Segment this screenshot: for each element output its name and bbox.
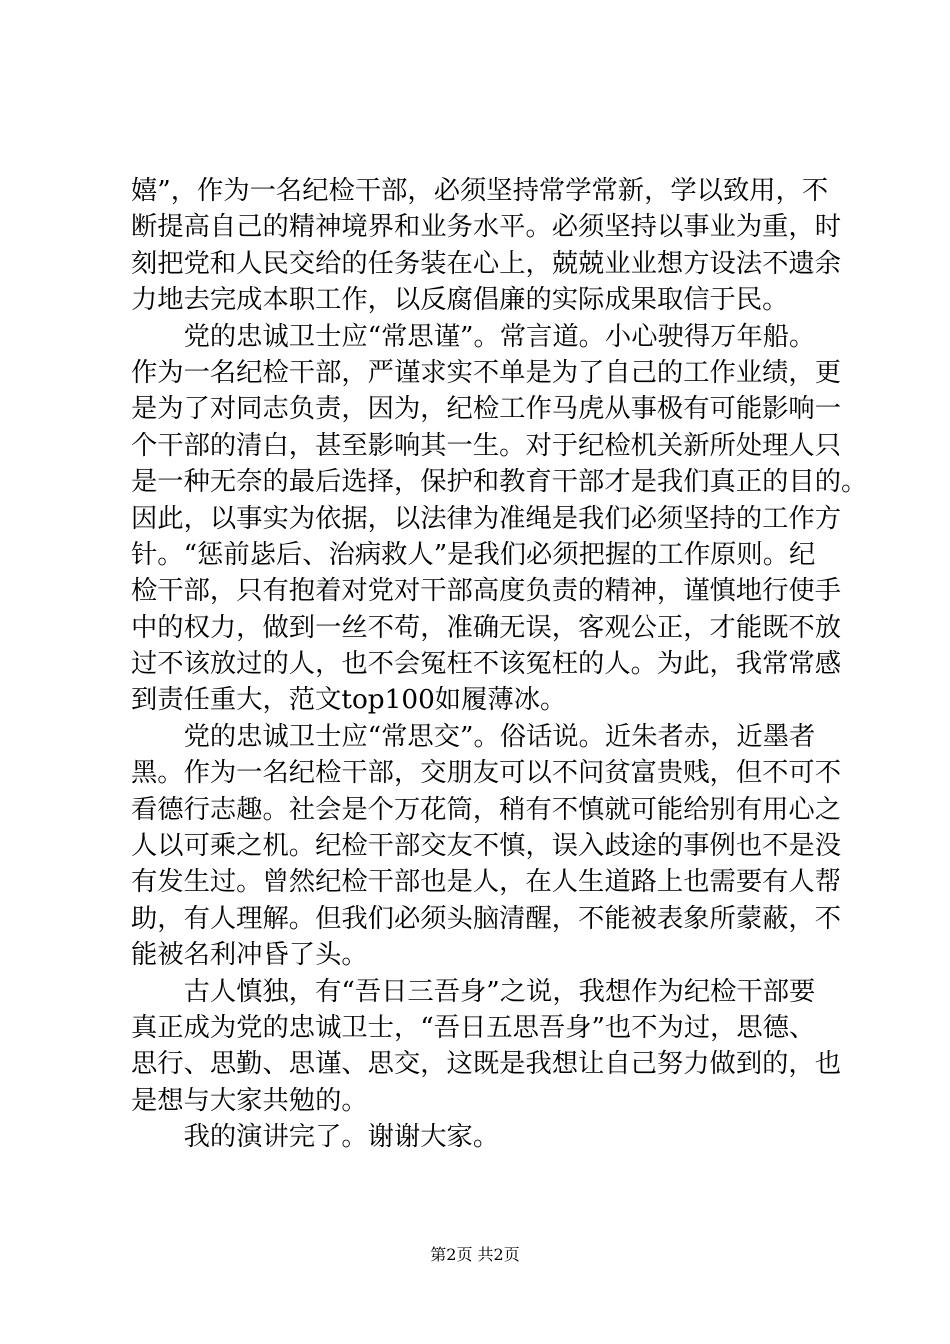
text-line: 看德行志趣。社会是个万花筒，稍有不慎就可能给别有用心之 xyxy=(131,794,842,825)
text-line: 是为了对同志负责，因为，纪检工作马虎从事极有可能影响一 xyxy=(131,394,842,425)
paragraph-start-line: 党的忠诚卫士应“常思交”。俗话说。近朱者赤，近墨者 xyxy=(131,721,816,752)
text-line: 嬉”，作为一名纪检干部，必须坚持常学常新，学以致用，不 xyxy=(131,176,829,206)
text-line: 个干部的清白，甚至影响其一生。对于纪检机关新所处理人只 xyxy=(131,430,842,461)
text-line: 是想与大家共勉的。 xyxy=(131,1085,368,1116)
document-body xyxy=(131,173,868,1156)
paragraph-start-line: 我的演讲完了。谢谢大家。 xyxy=(131,1122,500,1153)
text-line: 检干部，只有抱着对党对干部高度负责的精神，谨慎地行使手 xyxy=(131,576,842,607)
page-number-label: 第2页 共2页 xyxy=(430,1245,520,1264)
text-line: 到责任重大，范文top100如履薄冰。 xyxy=(131,685,567,716)
text-line: 思行、思勤、思谨、思交，这既是我想让自己努力做到的，也 xyxy=(131,1049,842,1080)
text-line: 有发生过。曾然纪检干部也是人，在人生道路上也需要有人帮 xyxy=(131,867,842,898)
text-line: 断提高自己的精神境界和业务水平。必须坚持以事业为重，时 xyxy=(131,212,842,243)
text-line: 过不该放过的人，也不会冤枉不该冤枉的人。为此，我常常感 xyxy=(131,649,842,680)
text-line: 刻把党和人民交给的任务装在心上，兢兢业业想方设法不遗余 xyxy=(131,248,842,279)
text-line: 中的权力，做到一丝不苟，准确无误，客观公正，才能既不放 xyxy=(131,612,842,643)
text-line: 力地去完成本职工作，以反腐倡廉的实际成果取信于民。 xyxy=(131,285,789,316)
text-line: 真正成为党的忠诚卫士，“吾日五思吾身”也不为过，思德、 xyxy=(131,1012,816,1043)
paragraph-start-line: 古人慎独，有“吾日三吾身”之说，我想作为纪检干部要 xyxy=(131,976,816,1007)
text-line: 是一种无奈的最后选择，保护和教育干部才是我们真正的目的。 xyxy=(131,467,868,498)
text-line: 因此，以事实为依据，以法律为准绳是我们必须坚持的工作方 xyxy=(131,503,842,534)
text-line: 人以可乘之机。纪检干部交友不慎，误入歧途的事例也不是没 xyxy=(131,831,842,862)
text-line: 针。“惩前毖后、治病救人”是我们必须把握的工作原则。纪 xyxy=(131,539,816,570)
text-line: 作为一名纪检干部，严谨求实不单是为了自己的工作业绩，更 xyxy=(131,357,842,388)
text-line: 助，有人理解。但我们必须头脑清醒，不能被表象所蒙蔽，不 xyxy=(131,903,842,934)
page-footer xyxy=(0,1244,950,1266)
text-line: 能被名利冲昏了头。 xyxy=(131,940,368,971)
text-line: 黑。作为一名纪检干部，交朋友可以不问贫富贵贱，但不可不 xyxy=(131,758,842,789)
paragraph-start-line: 党的忠诚卫士应“常思谨”。常言道。小心驶得万年船。 xyxy=(131,321,816,352)
